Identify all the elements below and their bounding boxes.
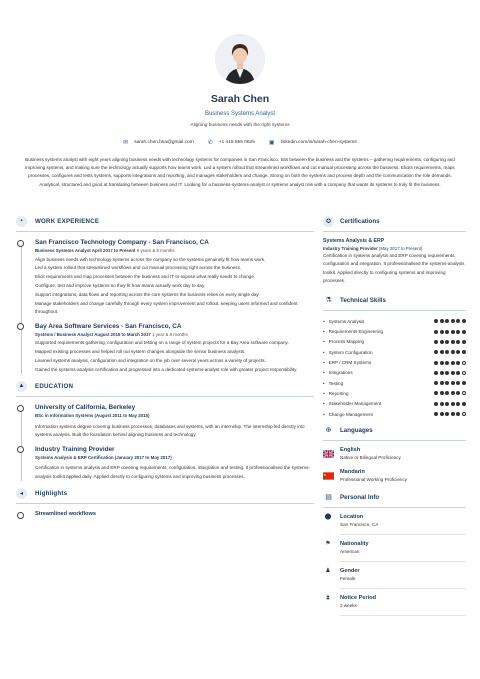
experience-list: [16, 238, 314, 374]
section-title: Technical Skills: [340, 296, 386, 304]
contact-bar: [0, 139, 480, 146]
skill-name: • Change Management: [323, 412, 373, 417]
rating-dot: [462, 340, 466, 344]
highlight-item: [35, 510, 314, 519]
rating-dot: [462, 381, 466, 385]
info-value: 2 weeks: [340, 603, 357, 609]
skill-item: [323, 399, 466, 409]
certification-provider: [323, 245, 466, 252]
rating-dot: [456, 371, 460, 375]
rating-dot: [456, 319, 460, 323]
bullet: Manage stakeholders and change carefully through every system improvement and rollout, keeping users informed and confident throughout.: [35, 301, 298, 315]
certificate-icon: ✪: [323, 216, 334, 227]
experience-item: [35, 322, 314, 375]
rating-dot: [434, 361, 438, 365]
degree: BSc in Information Systems (August 2011 to May 2015): [35, 413, 150, 419]
highlights-list: [16, 510, 314, 519]
bullet: Elicit requirements and map processes between the business and IT to expose what really needs to change.: [35, 274, 256, 280]
skill-name: • ERP / CRM Systems: [323, 360, 371, 365]
rating-dot: [451, 340, 455, 344]
skill-name: • Reporting: [323, 391, 349, 396]
info-label: Location: [340, 514, 364, 521]
skill-item: [323, 409, 466, 419]
description: [35, 256, 314, 317]
rating-dot: [440, 412, 444, 416]
rating-dot: [456, 381, 460, 385]
skill-name: • Integrations: [323, 370, 353, 375]
language-name: English: [340, 447, 361, 454]
rating-dot: [434, 340, 438, 344]
rating-dot: [440, 381, 444, 385]
skill-rating: [434, 330, 466, 334]
personal-item-nationality: [323, 540, 466, 555]
bullet: Configure, test and improve systems so they fit how teams actually work day to day.: [35, 283, 206, 289]
certification-name: Systems Analysis & ERP: [323, 238, 385, 244]
linkedin-text[interactable]: linkedin.com/in/sarah-chen-systems: [280, 140, 357, 145]
rating-dot: [445, 330, 449, 334]
skill-item: [323, 357, 466, 367]
rating-dot: [434, 402, 438, 406]
divider: [16, 396, 314, 397]
sidebar-column: [323, 214, 466, 621]
globe-icon: ⊕: [325, 427, 332, 435]
skill-rating: [434, 381, 466, 385]
bullet: Supported requirements gathering, configuration and testing on a range of system projects for a Bay Area software company.: [35, 340, 289, 346]
section-title: Languages: [340, 426, 373, 434]
divider: [340, 534, 466, 535]
position-text: Systems / Business Analyst August 2015 to March 2017: [35, 331, 151, 337]
rating-dot: [434, 391, 438, 395]
rating-dot: [451, 412, 455, 416]
duration: 1 year & 8 months: [152, 331, 188, 337]
location-pin-icon: ⬤: [324, 514, 332, 521]
candidate-name: Sarah Chen: [210, 93, 270, 105]
rating-dot: [440, 340, 444, 344]
timeline-dot: [17, 405, 24, 412]
rating-dot: [451, 402, 455, 406]
divider: [16, 503, 314, 504]
rating-dot: [434, 319, 438, 323]
experience-item: [35, 238, 314, 317]
personal-item-gender: [323, 567, 466, 582]
rating-dot: [440, 350, 444, 354]
duration: 9 years & 5 months: [136, 248, 175, 253]
profile-photo: [215, 34, 265, 84]
timeline-dot: [17, 446, 24, 453]
education-item: [35, 403, 314, 439]
rating-dot: [440, 319, 444, 323]
skill-name: • Testing: [323, 381, 343, 386]
divider: [323, 231, 466, 232]
divider: [340, 588, 466, 589]
education-item: [35, 445, 314, 481]
rating-dot: [451, 350, 455, 354]
divider: [323, 310, 466, 311]
hourglass-icon: ⧗: [325, 595, 331, 602]
skill-rating: [434, 350, 466, 354]
section-title: Certifications: [340, 217, 380, 225]
rating-dot: [456, 391, 460, 395]
section-title: WORK EXPERIENCE: [35, 217, 100, 225]
skill-item: [323, 316, 466, 326]
timeline-dot: [17, 512, 24, 519]
language-name: Mandarin: [340, 469, 365, 476]
info-value: American: [340, 549, 360, 555]
institution: University of California, Berkeley: [35, 404, 136, 412]
job-title: Business Systems Analyst: [204, 111, 276, 117]
skill-item: [323, 388, 466, 398]
rating-dot: [445, 361, 449, 365]
section-title: Highlights: [35, 489, 68, 497]
skill-name: • System Configuration: [323, 350, 373, 355]
section-title: EDUCATION: [35, 382, 74, 390]
profile-summary: Business systems analyst with eight years aligning business needs with technology systems for companies in San Francisco. Sits between the business and the systems – gathering requirements, configuring and improving systems, and making sure the technology actually supports how teams work. Led a system rollout that streamlined workflows and cut manual processing across the business. Elicits requirements, maps processes, configures and tests systems, supports integrations and reporting, and manages stakeholders and change. Strong on both the systems and process depth and the communication the role demands. Analytical, structured and good at translating between business and IT. Looking for a business-systems-analyst or systems analyst role with a company that wants its systems to truly fit the business.: [25, 157, 455, 187]
rating-dot: [434, 371, 438, 375]
linkedin-contact[interactable]: [269, 139, 357, 146]
rating-dot: [445, 402, 449, 406]
rating-dot: [456, 402, 460, 406]
megaphone-icon: ◂: [16, 488, 27, 499]
language-item: [323, 468, 466, 483]
email-text[interactable]: sarah.chen.bsa@gmail.com: [134, 140, 194, 145]
person-icon: ♟: [325, 568, 331, 575]
rating-dot: [445, 350, 449, 354]
rating-dot: [462, 371, 466, 375]
skill-rating: [434, 412, 466, 416]
timeline-dot: [17, 240, 24, 247]
info-label: Notice Period: [340, 595, 377, 602]
highlight-text: Streamlined workflows: [35, 511, 96, 518]
rating-dot: [462, 350, 466, 354]
certification-description: Certification in systems analysis and ERP covering requirements, configuration and integration. It professionalised the systems-analysis toolkit. Applied directly to configuring systems and improving processes.: [323, 253, 465, 283]
rating-dot: [440, 371, 444, 375]
skill-item: [323, 347, 466, 357]
rating-dot: [451, 381, 455, 385]
rating-dot: [434, 412, 438, 416]
timeline-dot: [17, 323, 24, 330]
employer: San Francisco Technology Company - San Francisco, CA: [35, 239, 209, 246]
divider: [323, 507, 466, 508]
skills-header: [323, 293, 466, 307]
bullet: Support integrations, data flows and reporting across the core systems the business relies on every single day.: [35, 292, 260, 298]
languages-header: [323, 423, 466, 437]
rating-dot: [445, 371, 449, 375]
position: [35, 247, 314, 255]
rating-dot: [440, 402, 444, 406]
rating-dot: [456, 330, 460, 334]
rating-dot: [434, 350, 438, 354]
tagline: Aligning business needs with the right systems: [190, 123, 290, 128]
language-level: Native or Bilingual Proficiency: [340, 455, 401, 461]
divider: [340, 615, 466, 616]
skill-rating: [434, 402, 466, 406]
personal-info-header: [323, 490, 466, 504]
rating-dot: [456, 340, 460, 344]
rating-dot: [456, 412, 460, 416]
description: Information systems degree covering business processes, databases and systems, with an internship. The internship led directly into systems analysis. Built the foundation behind aligning business and technology.: [35, 423, 305, 438]
china-flag-icon: [323, 472, 334, 480]
bullet: Align business needs with technology systems across the company so the systems genuinely fit how teams work.: [35, 256, 266, 262]
flag-icon: ⚑: [325, 541, 331, 548]
divider: [340, 561, 466, 562]
bullet: Mapped existing processes and helped roll out system changes alongside the senior business analysts.: [35, 349, 246, 355]
briefcase-icon: ▪: [16, 216, 27, 227]
rating-dot: [451, 330, 455, 334]
rating-dot: [445, 412, 449, 416]
skill-name: • Process Mapping: [323, 339, 364, 344]
highlights-header: [16, 486, 314, 500]
rating-dot: [462, 319, 466, 323]
rating-dot: [434, 330, 438, 334]
description: [35, 339, 314, 374]
rating-dot: [462, 361, 466, 365]
skill-item: [323, 326, 466, 336]
skill-rating: [434, 391, 466, 395]
phone-text[interactable]: +1 415 555 0825: [218, 140, 255, 145]
skill-item: [323, 378, 466, 388]
rating-dot: [434, 381, 438, 385]
section-title: Personal Info: [340, 493, 380, 501]
institution: Industry Training Provider: [35, 445, 115, 453]
skill-rating: [434, 371, 466, 375]
skill-item: [323, 368, 466, 378]
rating-dot: [445, 391, 449, 395]
rating-dot: [451, 371, 455, 375]
divider: [323, 440, 466, 441]
language-item: [323, 446, 466, 461]
rating-dot: [440, 361, 444, 365]
email-contact[interactable]: [123, 139, 194, 146]
skill-rating: [434, 361, 466, 365]
bullet: Led a system rollout that streamlined workflows and cut manual processing right across the business.: [35, 265, 242, 271]
degree: Systems Analysis & ERP Certification (January 2017 to May 2017): [35, 454, 172, 460]
skill-name: • Stakeholder Management: [323, 401, 381, 406]
flask-icon: ⚗: [325, 297, 332, 305]
phone-icon: ✆: [207, 140, 213, 146]
main-column: [16, 214, 314, 524]
rating-dot: [451, 361, 455, 365]
rating-dot: [462, 330, 466, 334]
rating-dot: [456, 361, 460, 365]
id-card-icon: ▤: [325, 494, 332, 502]
skills-list: [323, 316, 466, 419]
skill-item: [323, 337, 466, 347]
phone-contact[interactable]: [208, 139, 255, 146]
personal-item-notice-period: [323, 594, 466, 609]
description: Certification in systems analysis and ERP covering requirements, configuration, integration and testing. It professionalised the systems-analysis toolkit applied daily. Applied directly to configuring systems and improving business processes.: [35, 465, 310, 479]
skill-rating: [434, 319, 466, 323]
linkedin-icon: ▣: [268, 140, 275, 146]
certification-dates: (May 2017 to Present): [378, 246, 423, 251]
skill-name: • Requirements Engineering: [323, 329, 383, 334]
rating-dot: [456, 350, 460, 354]
education-list: [16, 403, 314, 481]
rating-dot: [445, 340, 449, 344]
education-header: [16, 379, 314, 393]
info-value: Female: [340, 576, 356, 582]
language-level: Professional Working Proficiency: [340, 477, 408, 483]
bullet: Gained the systems-analysis certification and progressed into a dedicated systems-analyst role with greater project responsibility.: [35, 367, 298, 373]
rating-dot: [445, 381, 449, 385]
info-label: Gender: [340, 568, 360, 575]
bullet: Learned systems analysis, configuration and integration on the job over several years across a variety of projects.: [35, 358, 266, 364]
envelope-icon: ✉: [123, 140, 129, 146]
rating-dot: [451, 391, 455, 395]
rating-dot: [440, 391, 444, 395]
rating-dot: [462, 391, 466, 395]
skill-rating: [434, 340, 466, 344]
skill-name: • Systems Analysis: [323, 319, 364, 324]
graduation-cap-icon: ▲: [16, 381, 27, 392]
rating-dot: [440, 330, 444, 334]
info-label: Nationality: [340, 541, 369, 548]
employer: Bay Area Software Services - San Francisco, CA: [35, 322, 182, 330]
divider: [16, 231, 314, 232]
position: [35, 331, 314, 339]
rating-dot: [462, 402, 466, 406]
position-text: Business Systems Analyst April 2017 to Present: [35, 248, 136, 253]
uk-flag-icon: [323, 450, 334, 458]
certifications-header: [323, 214, 466, 228]
info-value: San Francisco, CA: [340, 522, 379, 528]
rating-dot: [445, 319, 449, 323]
work-experience-header: [16, 214, 314, 228]
provider-text: Industry Training Provider: [323, 246, 378, 251]
rating-dot: [462, 412, 466, 416]
personal-item-location: [323, 513, 466, 528]
rating-dot: [451, 319, 455, 323]
